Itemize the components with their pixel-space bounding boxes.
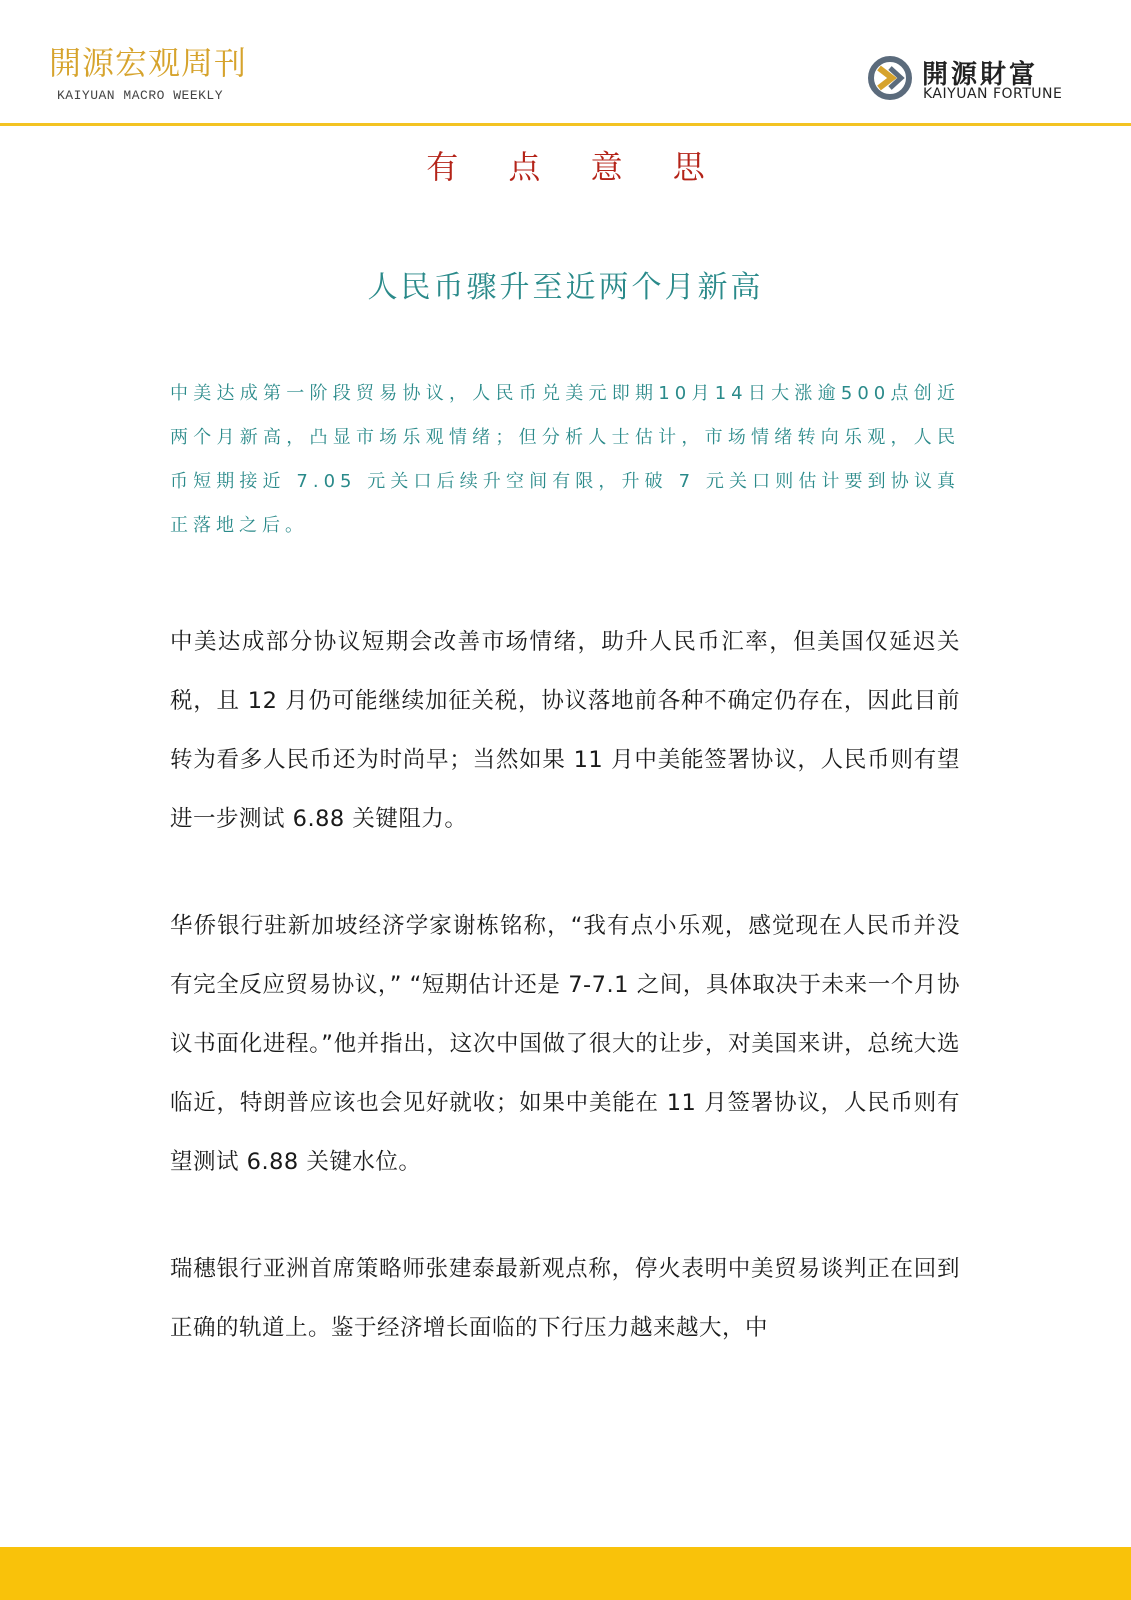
- logo-text-cn: 開源財富: [922, 60, 1039, 90]
- article-paragraph: 华侨银行驻新加坡经济学家谢栋铭称，“我有点小乐观，感觉现在人民币并没有完全反应贸易协议，” “短期估计还是 7-7.1 之间，具体取决于未来一个月协议书面化进程。”他并指出，这次中国做了很大的让步，对美国来讲，总统大选临近，特朗普应该也会见好就收；如果中美能在 11 月签署协议，人民币则有望测试 6.88 关键水位。: [170, 913, 960, 1175]
- article-title: 人民币骤升至近两个月新高: [367, 270, 764, 305]
- brand-title: 開源宏观周刊: [49, 44, 248, 82]
- page-header: [0, 0, 1131, 125]
- article-summary: 中美达成第一阶段贸易协议，人民币兑美元即期10月14日大涨逾500点创近两个月新高，凸显市场乐观情绪；但分析人士估计，市场情绪转向乐观，人民币短期接近 7.05 元关口后续升空间有限，升破 7 元关口则估计要到协议真正落地之后。: [170, 383, 960, 536]
- logo-text-en: KAIYUAN FORTUNE: [923, 86, 1063, 102]
- kaiyuan-fortune-logo: [866, 52, 1086, 108]
- kaiyuan-logo-icon: [866, 54, 914, 102]
- section-title: 有 点 意 思: [426, 148, 725, 186]
- footer-bar: [0, 1547, 1131, 1600]
- article-paragraph: 中美达成部分协议短期会改善市场情绪，助升人民币汇率，但美国仅延迟关税，且 12 月仍可能继续加征关税，协议落地前各种不确定仍存在，因此目前转为看多人民币还为时尚早；当然如果 11 月中美能签署协议，人民币则有望进一步测试 6.88 关键阻力。: [170, 629, 960, 832]
- brand-subtitle: KAIYUAN MACRO WEEKLY: [57, 88, 224, 103]
- article-paragraph: 瑞穗银行亚洲首席策略师张建泰最新观点称，停火表明中美贸易谈判正在回到正确的轨道上。鉴于经济增长面临的下行压力越来越大，中: [170, 1256, 960, 1341]
- header-divider: [0, 123, 1131, 126]
